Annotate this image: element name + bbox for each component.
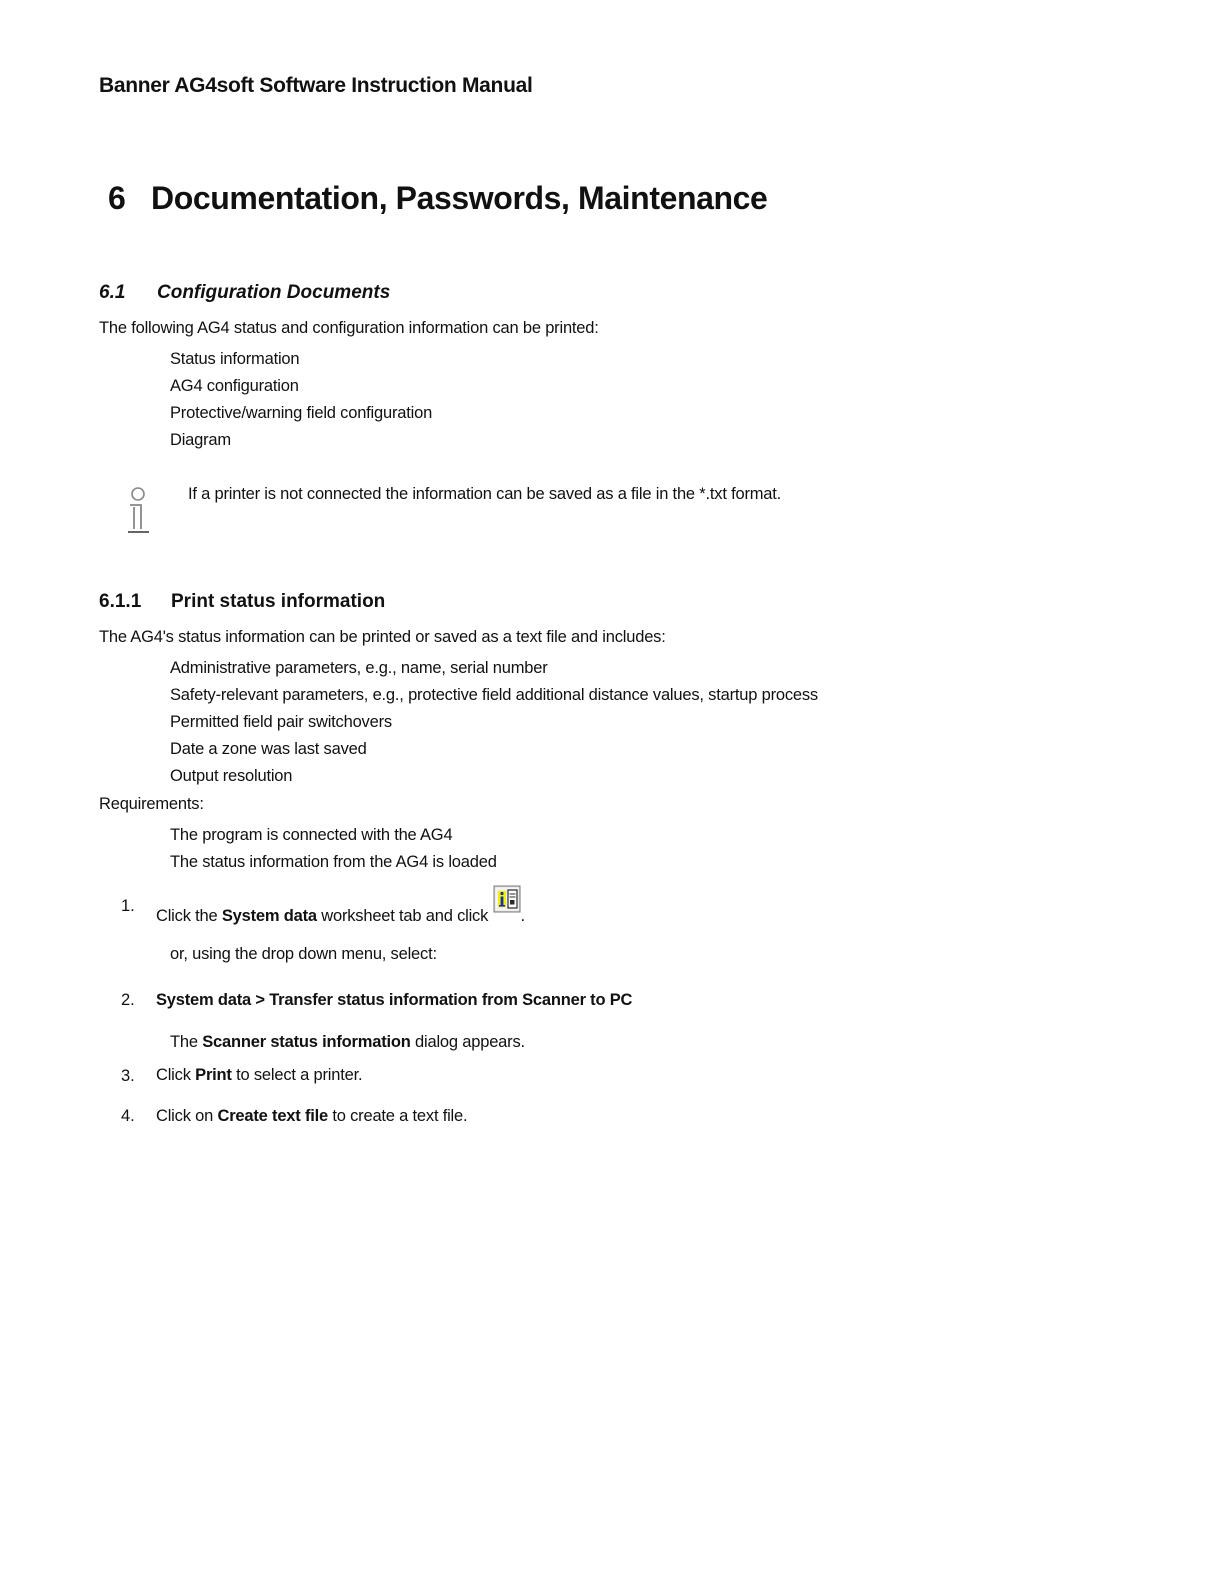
- requirement-item: The program is connected with the AG4: [170, 826, 453, 844]
- step-number: 4.: [121, 1107, 135, 1125]
- dialog-name: Scanner status information: [202, 1033, 411, 1051]
- step-number: 2.: [121, 991, 135, 1009]
- step-text: worksheet tab and click: [316, 907, 493, 925]
- section-heading-6-1-1: [99, 591, 385, 613]
- list-item: AG4 configuration: [170, 377, 299, 395]
- step-text: to select a printer.: [231, 1066, 363, 1084]
- step-1-alternative: or, using the drop down menu, select:: [170, 945, 437, 963]
- menu-path: System data > Transfer status information from Scanner to PC: [156, 991, 633, 1009]
- list-item: Permitted field pair switchovers: [170, 713, 392, 731]
- list-item: Safety-relevant parameters, e.g., protective field additional distance values, startup process: [170, 686, 818, 704]
- step-2-result: [170, 1033, 525, 1052]
- list-item: Date a zone was last saved: [170, 740, 367, 758]
- button-name: Create text file: [217, 1107, 328, 1125]
- list-item: Status information: [170, 350, 300, 368]
- requirement-item: The status information from the AG4 is loaded: [170, 853, 497, 871]
- running-header: Banner AG4soft Software Instruction Manual: [99, 74, 533, 97]
- step-text: to create a text file.: [328, 1107, 468, 1125]
- step-2: [156, 991, 632, 1010]
- chapter-title: Documentation, Passwords, Maintenance: [151, 180, 768, 216]
- step-text: .: [520, 907, 525, 925]
- status-info-transfer-icon: [493, 885, 521, 913]
- step-4: [156, 1107, 467, 1126]
- step-number: 3.: [121, 1067, 135, 1085]
- section-title: Configuration Documents: [157, 282, 391, 303]
- step-text: Click on: [156, 1107, 218, 1125]
- note-text: If a printer is not connected the information can be saved as a file in the *.txt format.: [188, 485, 782, 503]
- list-item: Administrative parameters, e.g., name, serial number: [170, 659, 548, 677]
- chapter-heading: [108, 180, 767, 217]
- info-icon: [124, 485, 152, 535]
- subsection-intro: The AG4's status information can be printed or saved as a text file and includes:: [99, 628, 666, 646]
- requirements-label: Requirements:: [99, 795, 204, 813]
- section-number: 6.1: [99, 282, 126, 303]
- list-item: Output resolution: [170, 767, 293, 785]
- step-text: dialog appears.: [410, 1033, 525, 1051]
- section-intro: The following AG4 status and configuration information can be printed:: [99, 319, 599, 337]
- step-1: [156, 897, 525, 926]
- step-text: Click: [156, 1066, 196, 1084]
- step-text: Click the: [156, 907, 222, 925]
- step-text: The: [170, 1033, 203, 1051]
- list-item: Protective/warning field configuration: [170, 404, 433, 422]
- chapter-number: 6: [108, 180, 126, 216]
- step-3: [156, 1066, 362, 1085]
- list-item: Diagram: [170, 431, 231, 449]
- step-emphasis: System data: [221, 907, 317, 925]
- subsection-title: Print status information: [171, 591, 386, 612]
- subsection-number: 6.1.1: [99, 591, 142, 612]
- step-number: 1.: [121, 897, 135, 915]
- section-heading-6-1: [99, 282, 390, 304]
- button-name: Print: [195, 1066, 232, 1084]
